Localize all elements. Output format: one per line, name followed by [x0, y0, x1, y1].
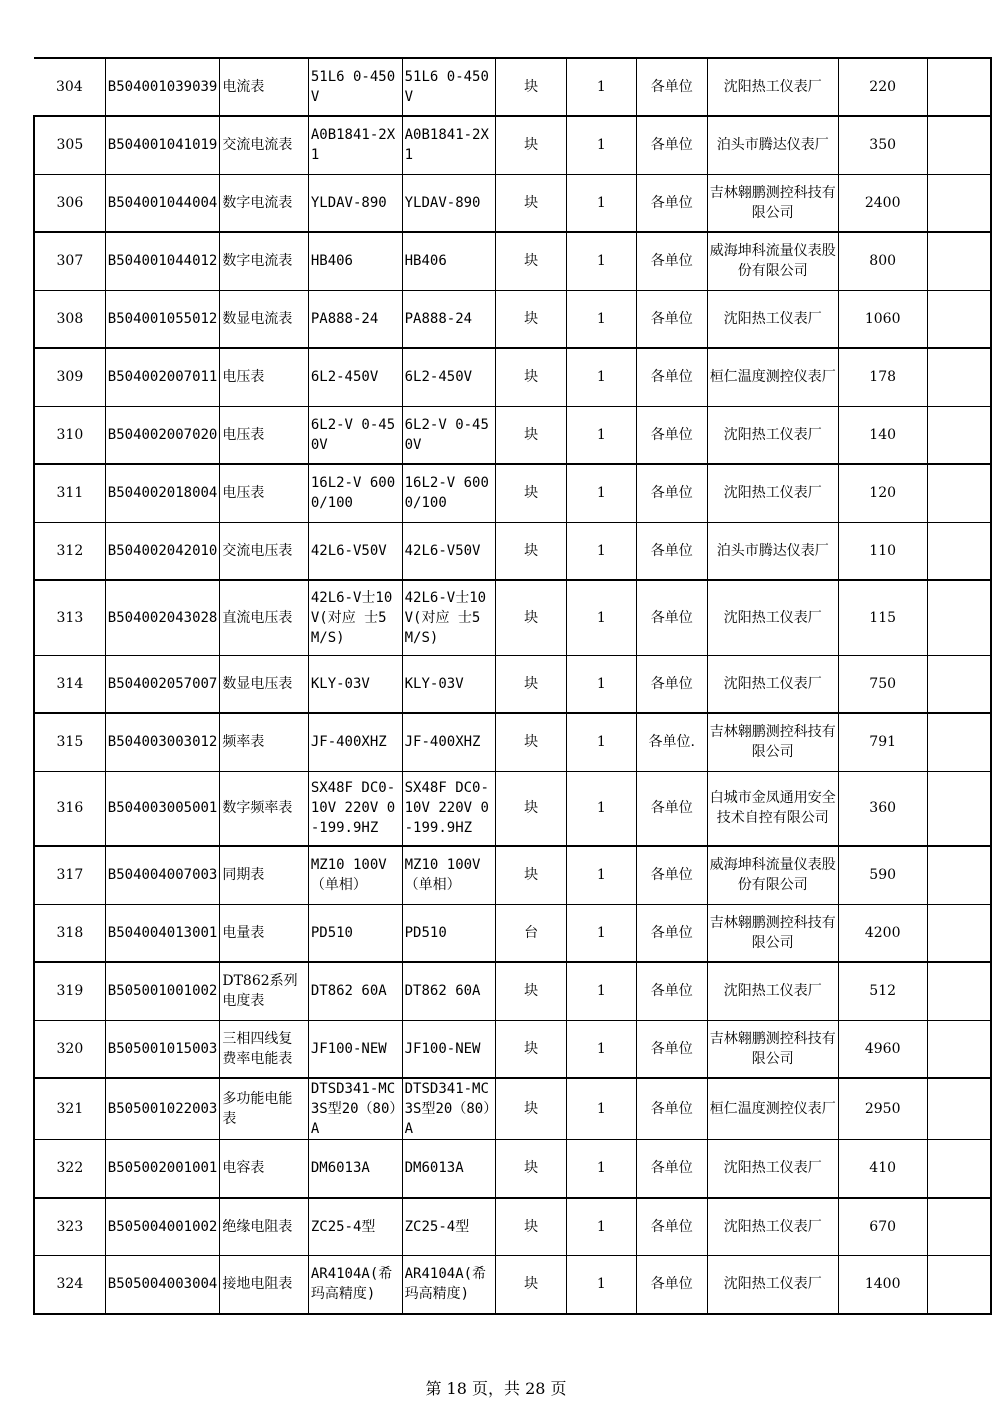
item-name-cell: 电容表: [220, 1140, 308, 1198]
unit-cell: 块: [496, 655, 566, 713]
manufacturer-cell: 沈阳热工仪表厂: [707, 1140, 838, 1198]
item-name-cell: 三相四线复费率电能表: [220, 1020, 308, 1078]
spec-model-cell: AR4104A(希玛高精度): [308, 1256, 402, 1314]
spec-model-cell: SX48F DC0-10V 220V 0-199.9HZ: [308, 771, 402, 846]
department-cell: 各单位: [636, 962, 707, 1020]
spec-model-cell: PD510: [308, 904, 402, 962]
department-cell: 各单位: [636, 290, 707, 348]
table-row: [34, 116, 991, 174]
department-cell: 各单位: [636, 58, 707, 116]
material-code-cell: B504002042010: [105, 522, 220, 580]
quantity-cell: 1: [566, 1140, 636, 1198]
table-row: [34, 1140, 991, 1198]
item-name-cell: 频率表: [220, 713, 308, 771]
department-cell: 各单位: [636, 406, 707, 464]
quantity-cell: 1: [566, 1020, 636, 1078]
unit-cell: 块: [496, 464, 566, 522]
spec-model-2-cell: ZC25-4型: [402, 1198, 496, 1256]
manufacturer-cell: 白城市金凤通用安全技术自控有限公司: [707, 771, 838, 846]
unit-price-cell: 120: [838, 464, 927, 522]
table-row: [34, 846, 991, 904]
spec-model-cell: 6L2-V 0-450V: [308, 406, 402, 464]
department-cell: 各单位: [636, 1140, 707, 1198]
row-number-cell: 307: [34, 232, 105, 290]
row-number-cell: 305: [34, 116, 105, 174]
quantity-cell: 1: [566, 904, 636, 962]
table-row: [34, 904, 991, 962]
page-footer: 第 18 页，共 28 页: [425, 1379, 567, 1398]
remark-cell: [927, 846, 991, 904]
quantity-cell: 1: [566, 116, 636, 174]
unit-cell: 块: [496, 58, 566, 116]
material-code-cell: B505004001002: [105, 1198, 220, 1256]
table-row: [34, 522, 991, 580]
item-name-cell: 交流电流表: [220, 116, 308, 174]
unit-cell: 块: [496, 348, 566, 406]
spec-model-cell: MZ10 100V （单相）: [308, 846, 402, 904]
unit-price-cell: 115: [838, 580, 927, 655]
material-code-cell: B504003005001: [105, 771, 220, 846]
material-code-cell: B504002018004: [105, 464, 220, 522]
material-code-cell: B504001044012: [105, 232, 220, 290]
remark-cell: [927, 290, 991, 348]
table-row: [34, 348, 991, 406]
unit-cell: 块: [496, 713, 566, 771]
quantity-cell: 1: [566, 1198, 636, 1256]
spec-model-2-cell: PD510: [402, 904, 496, 962]
item-name-cell: 电流表: [220, 58, 308, 116]
unit-price-cell: 4200: [838, 904, 927, 962]
material-code-cell: B504004007003: [105, 846, 220, 904]
item-name-cell: 接地电阻表: [220, 1256, 308, 1314]
unit-cell: 块: [496, 232, 566, 290]
item-name-cell: 绝缘电阻表: [220, 1198, 308, 1256]
row-number-cell: 321: [34, 1078, 105, 1140]
spec-model-cell: JF-400XHZ: [308, 713, 402, 771]
quantity-cell: 1: [566, 348, 636, 406]
unit-cell: 块: [496, 1020, 566, 1078]
unit-price-cell: 220: [838, 58, 927, 116]
department-cell: 各单位: [636, 1078, 707, 1140]
unit-price-cell: 350: [838, 116, 927, 174]
quantity-cell: 1: [566, 174, 636, 232]
table-row: [34, 1256, 991, 1314]
remark-cell: [927, 1256, 991, 1314]
table-row: [34, 290, 991, 348]
spec-model-cell: JF100-NEW: [308, 1020, 402, 1078]
remark-cell: [927, 655, 991, 713]
table-row: [34, 1198, 991, 1256]
table-row: [34, 1078, 991, 1140]
unit-price-cell: 4960: [838, 1020, 927, 1078]
row-number-cell: 312: [34, 522, 105, 580]
table-row: [34, 713, 991, 771]
row-number-cell: 316: [34, 771, 105, 846]
quantity-cell: 1: [566, 290, 636, 348]
material-code-cell: B504001041019: [105, 116, 220, 174]
table-row: [34, 58, 991, 116]
unit-cell: 台: [496, 904, 566, 962]
unit-price-cell: 360: [838, 771, 927, 846]
unit-price-cell: 590: [838, 846, 927, 904]
department-cell: 各单位: [636, 116, 707, 174]
spec-model-2-cell: KLY-03V: [402, 655, 496, 713]
item-name-cell: 交流电压表: [220, 522, 308, 580]
row-number-cell: 309: [34, 348, 105, 406]
row-number-cell: 314: [34, 655, 105, 713]
manufacturer-cell: 沈阳热工仪表厂: [707, 406, 838, 464]
remark-cell: [927, 406, 991, 464]
row-number-cell: 324: [34, 1256, 105, 1314]
department-cell: 各单位: [636, 771, 707, 846]
spec-model-cell: DM6013A: [308, 1140, 402, 1198]
table-row: [34, 962, 991, 1020]
manufacturer-cell: 桓仁温度测控仪表厂: [707, 348, 838, 406]
row-number-cell: 311: [34, 464, 105, 522]
remark-cell: [927, 713, 991, 771]
spec-model-2-cell: 51L6 0-450V: [402, 58, 496, 116]
unit-price-cell: 791: [838, 713, 927, 771]
unit-cell: 块: [496, 846, 566, 904]
item-name-cell: 直流电压表: [220, 580, 308, 655]
quantity-cell: 1: [566, 522, 636, 580]
spec-model-cell: 51L6 0-450V: [308, 58, 402, 116]
manufacturer-cell: 沈阳热工仪表厂: [707, 655, 838, 713]
department-cell: 各单位: [636, 232, 707, 290]
spec-model-2-cell: DT862 60A: [402, 962, 496, 1020]
table-row: [34, 464, 991, 522]
unit-cell: 块: [496, 1140, 566, 1198]
table-row: [34, 174, 991, 232]
remark-cell: [927, 464, 991, 522]
spec-model-2-cell: HB406: [402, 232, 496, 290]
manufacturer-cell: 泊头市腾达仪表厂: [707, 522, 838, 580]
unit-cell: 块: [496, 522, 566, 580]
remark-cell: [927, 771, 991, 846]
remark-cell: [927, 1140, 991, 1198]
spec-model-cell: 16L2-V 6000/100: [308, 464, 402, 522]
quantity-cell: 1: [566, 1256, 636, 1314]
unit-cell: 块: [496, 1198, 566, 1256]
spec-model-2-cell: JF100-NEW: [402, 1020, 496, 1078]
department-cell: 各单位: [636, 846, 707, 904]
department-cell: 各单位: [636, 522, 707, 580]
spec-model-2-cell: PA888-24: [402, 290, 496, 348]
row-number-cell: 306: [34, 174, 105, 232]
unit-price-cell: 750: [838, 655, 927, 713]
unit-price-cell: 670: [838, 1198, 927, 1256]
material-code-cell: B504001055012: [105, 290, 220, 348]
department-cell: 各单位: [636, 904, 707, 962]
price-table: [33, 57, 992, 1315]
quantity-cell: 1: [566, 464, 636, 522]
unit-price-cell: 110: [838, 522, 927, 580]
unit-price-cell: 1060: [838, 290, 927, 348]
table-row: [34, 406, 991, 464]
spec-model-cell: ZC25-4型: [308, 1198, 402, 1256]
spec-model-2-cell: DM6013A: [402, 1140, 496, 1198]
quantity-cell: 1: [566, 771, 636, 846]
row-number-cell: 323: [34, 1198, 105, 1256]
manufacturer-cell: 吉林翱鹏测控科技有限公司: [707, 713, 838, 771]
quantity-cell: 1: [566, 713, 636, 771]
material-code-cell: B505002001001: [105, 1140, 220, 1198]
unit-cell: 块: [496, 771, 566, 846]
department-cell: 各单位: [636, 1020, 707, 1078]
row-number-cell: 320: [34, 1020, 105, 1078]
spec-model-2-cell: A0B1841-2X1: [402, 116, 496, 174]
material-code-cell: B504002043028: [105, 580, 220, 655]
unit-cell: 块: [496, 962, 566, 1020]
unit-price-cell: 140: [838, 406, 927, 464]
remark-cell: [927, 1020, 991, 1078]
manufacturer-cell: 泊头市腾达仪表厂: [707, 116, 838, 174]
manufacturer-cell: 吉林翱鹏测控科技有限公司: [707, 904, 838, 962]
material-code-cell: B505001015003: [105, 1020, 220, 1078]
remark-cell: [927, 348, 991, 406]
spec-model-cell: DT862 60A: [308, 962, 402, 1020]
quantity-cell: 1: [566, 962, 636, 1020]
department-cell: 各单位: [636, 464, 707, 522]
spec-model-2-cell: 42L6-V士10V(对应 士5M/S): [402, 580, 496, 655]
spec-model-2-cell: SX48F DC0-10V 220V 0-199.9HZ: [402, 771, 496, 846]
unit-cell: 块: [496, 1078, 566, 1140]
remark-cell: [927, 962, 991, 1020]
spec-model-cell: YLDAV-890: [308, 174, 402, 232]
quantity-cell: 1: [566, 580, 636, 655]
item-name-cell: 电压表: [220, 348, 308, 406]
spec-model-cell: HB406: [308, 232, 402, 290]
unit-cell: 块: [496, 116, 566, 174]
material-code-cell: B505001022003: [105, 1078, 220, 1140]
manufacturer-cell: 沈阳热工仪表厂: [707, 1198, 838, 1256]
quantity-cell: 1: [566, 58, 636, 116]
remark-cell: [927, 58, 991, 116]
remark-cell: [927, 174, 991, 232]
material-code-cell: B505001001002: [105, 962, 220, 1020]
spec-model-cell: KLY-03V: [308, 655, 402, 713]
spec-model-cell: A0B1841-2X1: [308, 116, 402, 174]
remark-cell: [927, 232, 991, 290]
spec-model-2-cell: JF-400XHZ: [402, 713, 496, 771]
quantity-cell: 1: [566, 232, 636, 290]
spec-model-2-cell: YLDAV-890: [402, 174, 496, 232]
unit-cell: 块: [496, 406, 566, 464]
spec-model-cell: 42L6-V50V: [308, 522, 402, 580]
unit-cell: 块: [496, 580, 566, 655]
spec-model-cell: 42L6-V士10V(对应 士5M/S): [308, 580, 402, 655]
row-number-cell: 315: [34, 713, 105, 771]
material-code-cell: B504002057007: [105, 655, 220, 713]
manufacturer-cell: 沈阳热工仪表厂: [707, 1256, 838, 1314]
department-cell: 各单位: [636, 1256, 707, 1314]
spec-model-2-cell: MZ10 100V （单相）: [402, 846, 496, 904]
remark-cell: [927, 580, 991, 655]
manufacturer-cell: 沈阳热工仪表厂: [707, 290, 838, 348]
unit-price-cell: 178: [838, 348, 927, 406]
quantity-cell: 1: [566, 1078, 636, 1140]
row-number-cell: 322: [34, 1140, 105, 1198]
unit-price-cell: 512: [838, 962, 927, 1020]
manufacturer-cell: 威海坤科流量仪表股份有限公司: [707, 846, 838, 904]
remark-cell: [927, 1198, 991, 1256]
quantity-cell: 1: [566, 406, 636, 464]
row-number-cell: 304: [34, 58, 105, 116]
material-code-cell: B505004003004: [105, 1256, 220, 1314]
spec-model-cell: PA888-24: [308, 290, 402, 348]
table-row: [34, 771, 991, 846]
item-name-cell: 数显电压表: [220, 655, 308, 713]
table-row: [34, 1020, 991, 1078]
item-name-cell: 电量表: [220, 904, 308, 962]
item-name-cell: DT862系列电度表: [220, 962, 308, 1020]
unit-price-cell: 2950: [838, 1078, 927, 1140]
item-name-cell: 数显电流表: [220, 290, 308, 348]
unit-price-cell: 2400: [838, 174, 927, 232]
row-number-cell: 308: [34, 290, 105, 348]
unit-cell: 块: [496, 290, 566, 348]
department-cell: 各单位: [636, 580, 707, 655]
item-name-cell: 数字电流表: [220, 174, 308, 232]
remark-cell: [927, 522, 991, 580]
material-code-cell: B504001044004: [105, 174, 220, 232]
manufacturer-cell: 吉林翱鹏测控科技有限公司: [707, 174, 838, 232]
manufacturer-cell: 桓仁温度测控仪表厂: [707, 1078, 838, 1140]
table-row: [34, 580, 991, 655]
remark-cell: [927, 904, 991, 962]
unit-price-cell: 410: [838, 1140, 927, 1198]
spec-model-cell: 6L2-450V: [308, 348, 402, 406]
item-name-cell: 电压表: [220, 464, 308, 522]
material-code-cell: B504002007011: [105, 348, 220, 406]
department-cell: 各单位: [636, 1198, 707, 1256]
remark-cell: [927, 1078, 991, 1140]
material-code-cell: B504002007020: [105, 406, 220, 464]
item-name-cell: 数字电流表: [220, 232, 308, 290]
remark-cell: [927, 116, 991, 174]
department-cell: 各单位.: [636, 713, 707, 771]
unit-price-cell: 800: [838, 232, 927, 290]
material-code-cell: B504004013001: [105, 904, 220, 962]
spec-model-cell: DTSD341-MC3S型20（80）A: [308, 1078, 402, 1140]
spec-model-2-cell: AR4104A(希玛高精度): [402, 1256, 496, 1314]
row-number-cell: 310: [34, 406, 105, 464]
table-row: [34, 655, 991, 713]
item-name-cell: 数字频率表: [220, 771, 308, 846]
spec-model-2-cell: 6L2-450V: [402, 348, 496, 406]
manufacturer-cell: 威海坤科流量仪表股份有限公司: [707, 232, 838, 290]
department-cell: 各单位: [636, 348, 707, 406]
row-number-cell: 318: [34, 904, 105, 962]
spec-model-2-cell: DTSD341-MC3S型20（80）A: [402, 1078, 496, 1140]
item-name-cell: 多功能电能表: [220, 1078, 308, 1140]
unit-price-cell: 1400: [838, 1256, 927, 1314]
material-code-cell: B504001039039: [105, 58, 220, 116]
unit-cell: 块: [496, 174, 566, 232]
table-row: [34, 232, 991, 290]
spec-model-2-cell: 16L2-V 6000/100: [402, 464, 496, 522]
material-code-cell: B504003003012: [105, 713, 220, 771]
quantity-cell: 1: [566, 846, 636, 904]
row-number-cell: 313: [34, 580, 105, 655]
manufacturer-cell: 沈阳热工仪表厂: [707, 962, 838, 1020]
unit-cell: 块: [496, 1256, 566, 1314]
item-name-cell: 电压表: [220, 406, 308, 464]
row-number-cell: 319: [34, 962, 105, 1020]
manufacturer-cell: 吉林翱鹏测控科技有限公司: [707, 1020, 838, 1078]
row-number-cell: 317: [34, 846, 105, 904]
quantity-cell: 1: [566, 655, 636, 713]
manufacturer-cell: 沈阳热工仪表厂: [707, 58, 838, 116]
spec-model-2-cell: 42L6-V50V: [402, 522, 496, 580]
department-cell: 各单位: [636, 655, 707, 713]
department-cell: 各单位: [636, 174, 707, 232]
spec-model-2-cell: 6L2-V 0-450V: [402, 406, 496, 464]
manufacturer-cell: 沈阳热工仪表厂: [707, 464, 838, 522]
item-name-cell: 同期表: [220, 846, 308, 904]
manufacturer-cell: 沈阳热工仪表厂: [707, 580, 838, 655]
